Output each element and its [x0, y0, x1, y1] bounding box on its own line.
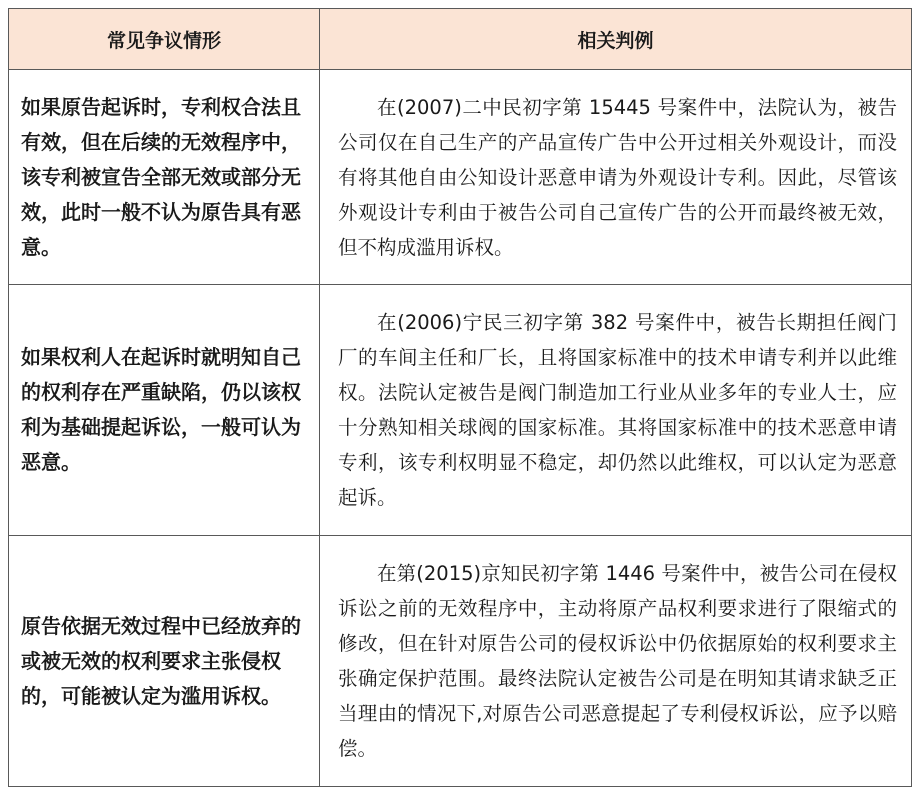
table-row — [9, 70, 912, 285]
situation-cell: 如果权利人在起诉时就明知自己的权利存在严重缺陷，仍以该权利为基础提起诉讼，一般可认为恶意。 — [9, 285, 320, 536]
dispute-table — [8, 8, 912, 787]
case-text: 在第(2015)京知民初字第 1446 号案件中，被告公司在侵权诉讼之前的无效程序中，主动将原产品权利要求进行了限缩式的修改，但在针对原告公司的侵权诉讼中仍依据原始的权利要求主张确定保护范围。最终法院认定被告公司是在明知其请求缺乏正当理由的情况下,对原告公司恶意提起了专利侵权诉讼，应予以赔偿。 — [338, 562, 897, 760]
situation-cell: 如果原告起诉时，专利权合法且有效，但在后续的无效程序中，该专利被宣告全部无效或部分无效，此时一般不认为原告具有恶意。 — [9, 70, 320, 285]
table-header-row — [9, 9, 912, 70]
case-cell — [320, 536, 912, 787]
header-cases: 相关判例 — [320, 9, 912, 70]
table-row — [9, 536, 912, 787]
case-cell — [320, 285, 912, 536]
case-text: 在(2007)二中民初字第 15445 号案件中，法院认为，被告公司仅在自己生产的产品宣传广告中公开过相关外观设计，而没有将其他自由公知设计恶意申请为外观设计专利。因此，尽管该外观设计专利由于被告公司自己宣传广告的公开而最终被无效，但不构成滥用诉权。 — [338, 95, 897, 259]
case-text: 在(2006)宁民三初字第 382 号案件中，被告长期担任阀门厂的车间主任和厂长，且将国家标准中的技术申请专利并以此维权。法院认定被告是阀门制造加工行业从业多年的专业人士，应十分熟知相关球阀的国家标准。其将国家标准中的技术恶意申请专利，该专利权明显不稳定，却仍然以此维权，可以认定为恶意起诉。 — [338, 311, 897, 509]
situation-cell: 原告依据无效过程中已经放弃的或被无效的权利要求主张侵权的，可能被认定为滥用诉权。 — [9, 536, 320, 787]
table-row — [9, 285, 912, 536]
case-cell — [320, 70, 912, 285]
header-situation: 常见争议情形 — [9, 9, 320, 70]
